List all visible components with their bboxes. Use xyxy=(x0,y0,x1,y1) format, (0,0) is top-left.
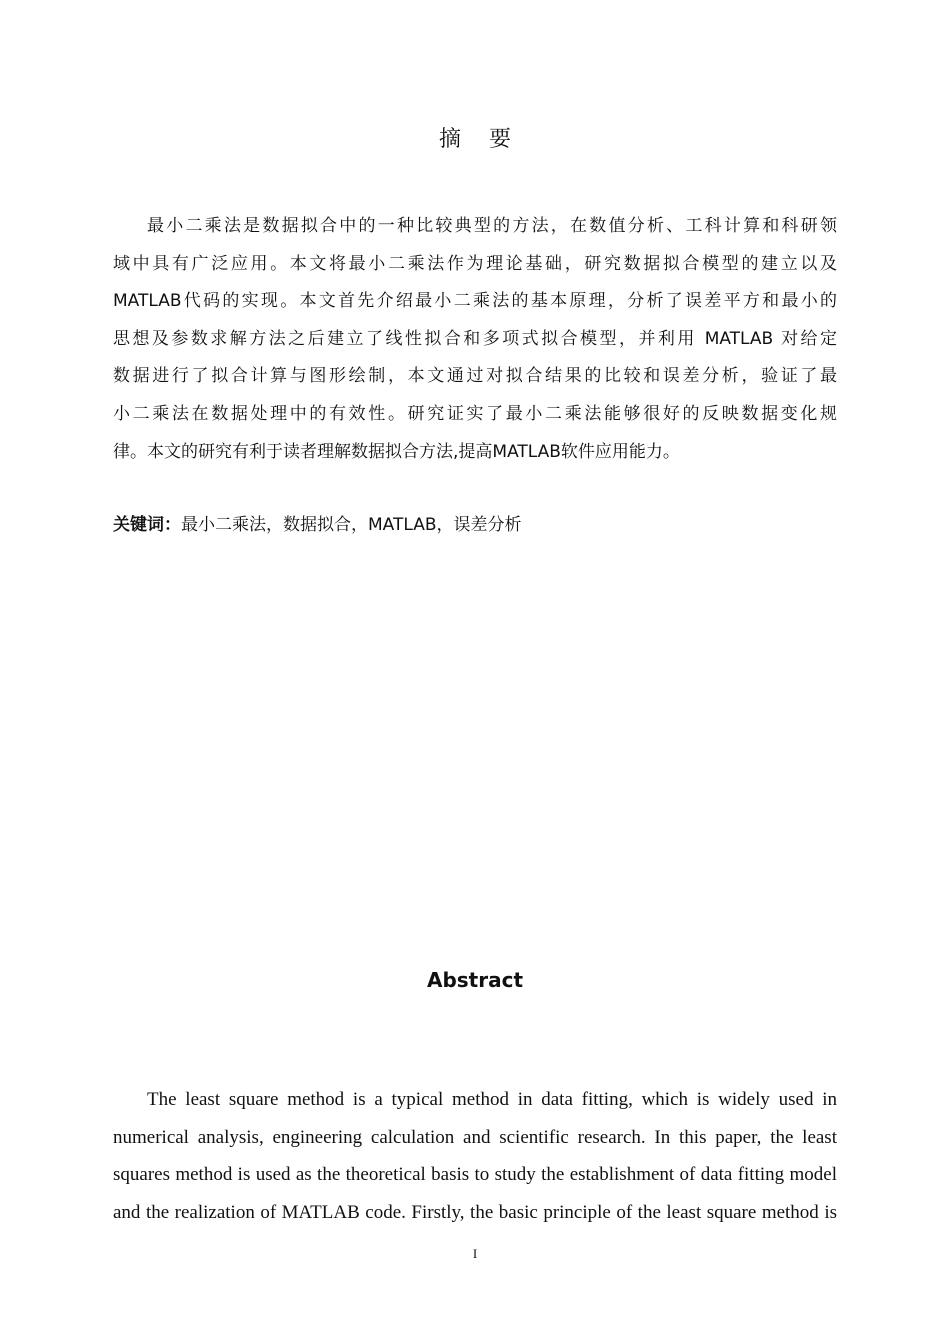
chinese-abstract-line: 律。本文的研究有利于读者理解数据拟合方法,提高MATLAB软件应用能力。 xyxy=(113,441,680,462)
chinese-abstract-title xyxy=(0,122,950,153)
english-abstract-line: numerical analysis, engineering calculation and scientific research. In this paper, the least xyxy=(113,1126,837,1148)
chinese-abstract-line: 小二乘法在数据处理中的有效性。研究证实了最小二乘法能够很好的反映数据变化规 xyxy=(113,403,837,424)
chinese-abstract-line: 思想及参数求解方法之后建立了线性拟合和多项式拟合模型，并利用 MATLAB 对给定 xyxy=(113,328,837,349)
chinese-abstract-line: 数据进行了拟合计算与图形绘制，本文通过对拟合结果的比较和误差分析，验证了最 xyxy=(113,366,837,387)
english-abstract-line: The least square method is a typical method in data fitting, which is widely used in xyxy=(147,1089,837,1110)
english-abstract-title: Abstract xyxy=(426,968,524,992)
keywords-label: 关键词： xyxy=(113,515,181,535)
chinese-abstract-line: 最小二乘法是数据拟合中的一种比较典型的方法，在数值分析、工科计算和科研领 xyxy=(147,216,837,236)
chinese-title-char-2: 要 xyxy=(489,127,512,152)
chinese-title-char-1: 摘 xyxy=(438,127,461,152)
chinese-abstract-line: 域中具有广泛应用。本文将最小二乘法作为理论基础，研究数据拟合模型的建立以及 xyxy=(113,253,837,274)
chinese-abstract-body xyxy=(113,208,837,471)
keywords-line xyxy=(113,508,522,542)
english-abstract-line: and the realization of MATLAB code. Firstly, the basic principle of the least square method is xyxy=(113,1201,837,1223)
keywords-text: 最小二乘法，数据拟合，MATLAB，误差分析 xyxy=(181,515,522,535)
english-abstract-line: squares method is used as the theoretical basis to study the establishment of data fitting model xyxy=(113,1164,837,1185)
page-number: I xyxy=(472,1246,478,1261)
english-abstract-body xyxy=(113,1081,837,1231)
chinese-abstract-line: MATLAB代码的实现。本文首先介绍最小二乘法的基本原理，分析了误差平方和最小的 xyxy=(113,291,837,312)
